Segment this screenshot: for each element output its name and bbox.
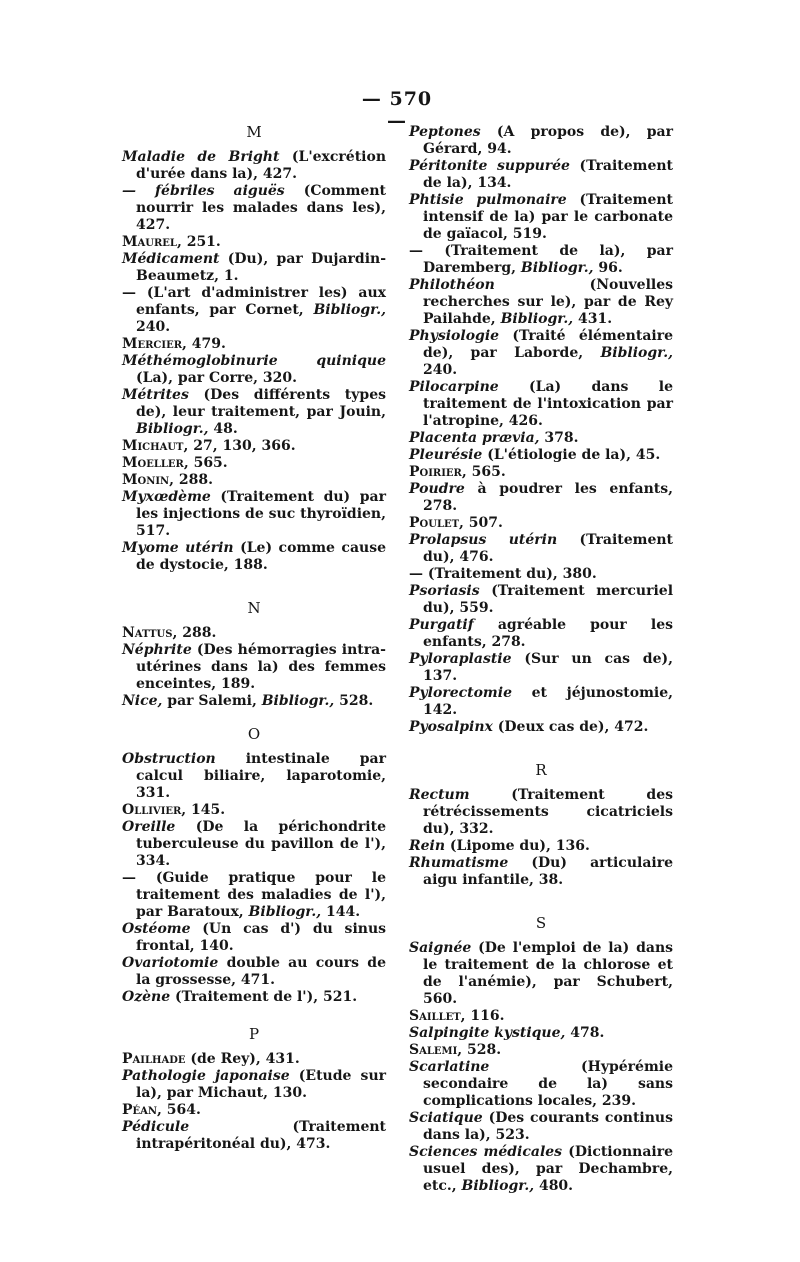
- index-column-left: [122, 124, 386, 1153]
- index-entry: [122, 285, 386, 336]
- entry-term: Poudre: [409, 481, 465, 497]
- entry-text: intestinale par calcul biliaire, laparotomie, 331.: [136, 751, 386, 801]
- entry-text: (La), par Corre, 320.: [136, 370, 298, 386]
- entry-text: 565.: [188, 455, 228, 471]
- entry-text: agréable pour les enfants, 278.: [423, 617, 673, 650]
- entry-text: 116.: [465, 1008, 505, 1024]
- index-entry: [409, 787, 673, 838]
- entry-text: (Deux cas de), 472.: [497, 719, 649, 735]
- index-entry: [122, 1051, 386, 1068]
- entry-text: (de Rey), 431.: [185, 1051, 300, 1067]
- entry-author: Michaut,: [122, 438, 189, 454]
- index-entry: [409, 515, 673, 532]
- index-entry: [122, 336, 386, 353]
- index-entry: [122, 642, 386, 693]
- entry-term: Saignée: [409, 940, 472, 956]
- entry-term: Péritonite suppurée: [409, 158, 570, 174]
- entry-text: à poudrer les enfants, 278.: [423, 481, 673, 514]
- entry-term: Ovariotomie: [122, 955, 219, 971]
- entry-text: 478.: [570, 1025, 605, 1041]
- entry-text: (Traitement intrapéritonéal du), 473.: [136, 1119, 386, 1152]
- entry-term: Phtisie pulmonaire: [409, 192, 567, 208]
- entry-term: Placenta prævia,: [409, 430, 540, 446]
- entry-biblio: Bibliogr.,: [461, 1178, 535, 1194]
- entry-term: Rhumatisme: [409, 855, 509, 871]
- section-letter: O: [247, 725, 261, 743]
- index-entry: [409, 583, 673, 617]
- entry-text: (Des courants continus dans la), 523.: [423, 1110, 673, 1143]
- entry-page: 431.: [573, 311, 613, 327]
- entry-term: Psoriasis: [409, 583, 480, 599]
- entry-page: 240.: [136, 319, 171, 335]
- entry-text: (La) dans le traitement de l'intoxication par l'atropine, 426.: [423, 379, 674, 429]
- entry-biblio: Bibliogr.,: [136, 421, 209, 437]
- index-entry: [122, 625, 386, 642]
- index-entry: [409, 328, 673, 379]
- entry-text: (De l'emploi de la) dans le traitement de la chlorose et de l'anémie), par Schubert, 560.: [423, 940, 674, 1007]
- entry-text: (L'excrétion d'urée dans la), 427.: [136, 149, 386, 182]
- entry-text: (Traitement du) par les injections de suc thyroïdien, 517.: [136, 489, 387, 539]
- section-letter: R: [535, 761, 547, 779]
- index-entry: [122, 489, 386, 540]
- index-entry: [409, 379, 673, 430]
- index-entry: [409, 1025, 673, 1042]
- entry-text: (Hypérémie secondaire de la) sans complications locales, 239.: [423, 1059, 673, 1109]
- index-entry: [409, 1144, 673, 1195]
- entry-text: 378.: [544, 430, 579, 446]
- entry-term: Maladie de Bright: [122, 149, 280, 165]
- index-entry: [409, 192, 673, 243]
- index-entry: [122, 751, 386, 802]
- entry-text: 528.: [462, 1042, 502, 1058]
- entry-text: (Traitement des rétrécissements cicatriciels du), 332.: [423, 787, 674, 837]
- entry-biblio: Bibliogr.,: [248, 904, 322, 920]
- entry-author: Poirier,: [409, 464, 467, 480]
- entry-author: Monin,: [122, 472, 175, 488]
- entry-term: Méthémoglobinurie quinique: [122, 353, 386, 369]
- index-entry: [409, 464, 673, 481]
- page-number: — 570 —: [361, 88, 433, 132]
- entry-author: Poulet,: [409, 515, 464, 531]
- index-entry: [409, 685, 673, 719]
- entry-term: Pylorectomie: [409, 685, 512, 701]
- entry-biblio: Bibliogr.,: [313, 302, 386, 318]
- entry-text: 479.: [186, 336, 226, 352]
- entry-text: (A propos de), par Gérard, 94.: [423, 124, 673, 157]
- entry-text: (Du), par Dujardin-Beaumetz, 1.: [136, 251, 387, 284]
- entry-page: 528.: [334, 693, 374, 709]
- index-entry: [409, 277, 673, 328]
- index-entry: [409, 124, 673, 158]
- entry-text: (Sur un cas de), 137.: [423, 651, 673, 684]
- index-entry: [409, 651, 673, 685]
- index-entry: [409, 719, 673, 736]
- entry-text: 564.: [161, 1102, 201, 1118]
- index-entry: [122, 1068, 386, 1102]
- entry-term: Myxœdème: [122, 489, 211, 505]
- entry-text: (Des hémorragies intra-utérines dans la) des femmes enceintes, 189.: [136, 642, 386, 692]
- index-entry: [122, 870, 386, 921]
- entry-author: Nattus,: [122, 625, 178, 641]
- entry-text: (Du) articulaire aigu infantile, 38.: [423, 855, 674, 888]
- entry-term: Nice,: [122, 693, 163, 709]
- index-entry: [122, 183, 386, 234]
- index-entry: [122, 693, 386, 710]
- entry-term: Oreille: [122, 819, 176, 835]
- index-entry: [122, 387, 386, 438]
- entry-author: Salemi,: [409, 1042, 463, 1058]
- entry-page: 240.: [423, 362, 458, 378]
- index-entry: [409, 158, 673, 192]
- index-entry: [122, 540, 386, 574]
- entry-page: 144.: [321, 904, 361, 920]
- entry-text: — (L'art d'administrer les) aux enfants, par Cornet,: [122, 285, 386, 318]
- index-entry: [409, 243, 673, 277]
- entry-text: 507.: [463, 515, 503, 531]
- index-entry: [409, 855, 673, 889]
- entry-text: — (Guide pratique pour le traitement des maladies de l'), par Baratoux,: [122, 870, 386, 920]
- entry-term: Rectum: [409, 787, 470, 803]
- entry-text: (Etude sur la), par Michaut, 130.: [136, 1068, 386, 1101]
- entry-author: Maurel,: [122, 234, 182, 250]
- entry-term: Physiologie: [409, 328, 500, 344]
- section-letter: P: [248, 1025, 260, 1043]
- index-entry: [122, 1102, 386, 1119]
- entry-text: — (Traitement de la), par Daremberg,: [409, 243, 673, 276]
- entry-term: Sciences médicales: [409, 1144, 563, 1160]
- entry-text: 27, 130, 366.: [188, 438, 296, 454]
- entry-text: (Traitement mercuriel du), 559.: [423, 583, 674, 616]
- entry-text: (Nouvelles recherches sur le), par de Rey Pailahde,: [423, 277, 673, 327]
- index-entry: [409, 1059, 673, 1110]
- index-entry: [409, 1008, 673, 1025]
- entry-author: Ollivier,: [122, 802, 187, 818]
- entry-text: (Un cas d') du sinus frontal, 140.: [136, 921, 387, 954]
- index-entry: [409, 838, 673, 855]
- entry-text: 145.: [186, 802, 226, 818]
- entry-text: (Lipome du), 136.: [449, 838, 590, 854]
- entry-biblio: Bibliogr.,: [261, 693, 335, 709]
- entry-text: et jéjunostomie, 142.: [423, 685, 673, 718]
- entry-term: — fébriles aiguës: [122, 183, 285, 199]
- entry-term: Pédicule: [122, 1119, 190, 1135]
- entry-text: (De la périchondrite tuberculeuse du pavillon de l'), 334.: [136, 819, 386, 869]
- entry-text: (L'étiologie de la), 45.: [487, 447, 661, 463]
- entry-term: Pyloraplastie: [409, 651, 512, 667]
- entry-term: Myome utérin: [122, 540, 234, 556]
- index-entry: [122, 802, 386, 819]
- index-entry: [122, 149, 386, 183]
- entry-text: double au cours de la grossesse, 471.: [136, 955, 387, 988]
- entry-text: (Comment nourrir les malades dans les), 427.: [136, 183, 386, 233]
- index-entry: [409, 532, 673, 566]
- entry-page: 480.: [534, 1178, 574, 1194]
- entry-author: Saillet,: [409, 1008, 466, 1024]
- index-entry: [409, 1042, 673, 1059]
- index-entry: [409, 940, 673, 1008]
- entry-text: 251.: [181, 234, 221, 250]
- index-entry: [122, 819, 386, 870]
- index-entry: [122, 353, 386, 387]
- entry-term: Ostéome: [122, 921, 191, 937]
- entry-text: (Traitement intensif de la) par le carbonate de gaïacol, 519.: [423, 192, 674, 242]
- entry-text: 288.: [174, 472, 214, 488]
- entry-text: — (Traitement du), 380.: [409, 566, 597, 582]
- entry-term: Médicament: [122, 251, 220, 267]
- entry-term: Néphrite: [122, 642, 192, 658]
- entry-term: Philothéon: [409, 277, 495, 293]
- index-entry: [122, 438, 386, 455]
- entry-term: Sciatique: [409, 1110, 483, 1126]
- entry-text: (Traité élémentaire de), par Laborde,: [423, 328, 673, 361]
- section-letter: N: [247, 599, 261, 617]
- entry-term: Scarlatine: [409, 1059, 490, 1075]
- entry-biblio: Bibliogr.,: [520, 260, 594, 276]
- entry-author: Moeller,: [122, 455, 189, 471]
- index-entry: [409, 430, 673, 447]
- entry-term: Peptones: [409, 124, 481, 140]
- entry-text: (Des différents types de), leur traitement, par Jouin,: [136, 387, 386, 420]
- index-entry: [122, 989, 386, 1006]
- index-entry: [122, 455, 386, 472]
- index-entry: [409, 617, 673, 651]
- entry-author: Pailhade: [122, 1051, 186, 1067]
- entry-term: Pyosalpinx: [409, 719, 493, 735]
- entry-text: 288.: [177, 625, 217, 641]
- index-entry: [409, 481, 673, 515]
- entry-term: Obstruction: [122, 751, 216, 767]
- entry-text: (Dictionnaire usuel des), par Dechambre, etc.,: [423, 1144, 673, 1194]
- entry-term: Salpingite kystique,: [409, 1025, 566, 1041]
- section-letter: M: [246, 123, 262, 141]
- section-letter: S: [535, 914, 547, 932]
- index-entry: [122, 251, 386, 285]
- entry-page: 96.: [593, 260, 623, 276]
- index-column-right: [409, 124, 673, 1195]
- index-entry: [409, 447, 673, 464]
- entry-text: 565.: [466, 464, 506, 480]
- entry-term: Pilocarpine: [409, 379, 499, 395]
- index-entry: [409, 566, 673, 583]
- index-entry: [122, 234, 386, 251]
- index-entry: [122, 1119, 386, 1153]
- index-entry: [122, 955, 386, 989]
- entry-term: Rein: [409, 838, 446, 854]
- entry-biblio: Bibliogr.,: [500, 311, 574, 327]
- entry-text: (Traitement de l'), 521.: [175, 989, 358, 1005]
- entry-author: Péan,: [122, 1102, 162, 1118]
- entry-text: (Traitement de la), 134.: [423, 158, 673, 191]
- entry-term: Pathologie japonaise: [122, 1068, 290, 1084]
- index-entry: [122, 921, 386, 955]
- index-entry: [409, 1110, 673, 1144]
- entry-biblio: Bibliogr.,: [600, 345, 673, 361]
- entry-text: par Salemi,: [167, 693, 262, 709]
- entry-term: Purgatif: [409, 617, 474, 633]
- entry-text: (Le) comme cause de dystocie, 188.: [136, 540, 386, 573]
- entry-term: Prolapsus utérin: [409, 532, 558, 548]
- index-entry: [122, 472, 386, 489]
- entry-author: Mercier,: [122, 336, 187, 352]
- entry-page: 48.: [208, 421, 238, 437]
- entry-term: Ozène: [122, 989, 171, 1005]
- entry-term: Métrites: [122, 387, 189, 403]
- entry-text: (Traitement du), 476.: [423, 532, 673, 565]
- entry-term: Pleurésie: [409, 447, 483, 463]
